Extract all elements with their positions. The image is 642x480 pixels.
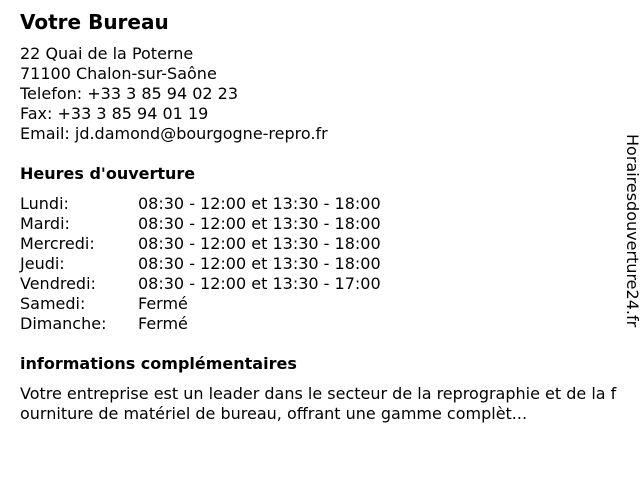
hours-day: Mardi:	[20, 214, 70, 233]
phone-number: Telefon: +33 3 85 94 02 23	[20, 84, 239, 103]
hours-time: 08:30 - 12:00 et 13:30 - 18:00	[138, 254, 381, 273]
street-address: 22 Quai de la Poterne	[20, 44, 194, 63]
city-postcode: 71100 Chalon-sur-Saône	[20, 64, 217, 83]
info-heading: informations complémentaires	[20, 354, 297, 373]
site-watermark: Horairesdouverture24.fr	[623, 134, 642, 328]
hours-row-saturday	[20, 294, 620, 314]
hours-time: 08:30 - 12:00 et 13:30 - 18:00	[138, 194, 381, 213]
hours-time: 08:30 - 12:00 et 13:30 - 18:00	[138, 234, 381, 253]
email-address: Email: jd.damond@bourgogne-repro.fr	[20, 124, 328, 143]
hours-time: Fermé	[138, 294, 188, 313]
business-name: Votre Bureau	[20, 10, 169, 34]
hours-day: Vendredi:	[20, 274, 96, 293]
hours-day: Lundi:	[20, 194, 69, 213]
fax-number: Fax: +33 3 85 94 01 19	[20, 104, 209, 123]
hours-day: Samedi:	[20, 294, 86, 313]
hours-time: 08:30 - 12:00 et 13:30 - 17:00	[138, 274, 381, 293]
hours-table	[20, 194, 620, 334]
hours-row-sunday	[20, 314, 620, 334]
hours-day: Mercredi:	[20, 234, 95, 253]
address-block	[20, 44, 620, 144]
hours-day: Jeudi:	[20, 254, 65, 273]
hours-heading: Heures d'ouverture	[20, 164, 196, 183]
hours-row-tuesday	[20, 214, 620, 234]
info-description: Votre entreprise est un leader dans le secteur de la reprographie et de la fourniture de matériel de bureau, offrant une gamme complèt...	[20, 384, 617, 423]
hours-day: Dimanche:	[20, 314, 107, 333]
hours-row-monday	[20, 194, 620, 214]
hours-time: 08:30 - 12:00 et 13:30 - 18:00	[138, 214, 381, 233]
business-card	[20, 10, 620, 424]
hours-row-friday	[20, 274, 620, 294]
hours-row-wednesday	[20, 234, 620, 254]
hours-row-thursday	[20, 254, 620, 274]
hours-time: Fermé	[138, 314, 188, 333]
